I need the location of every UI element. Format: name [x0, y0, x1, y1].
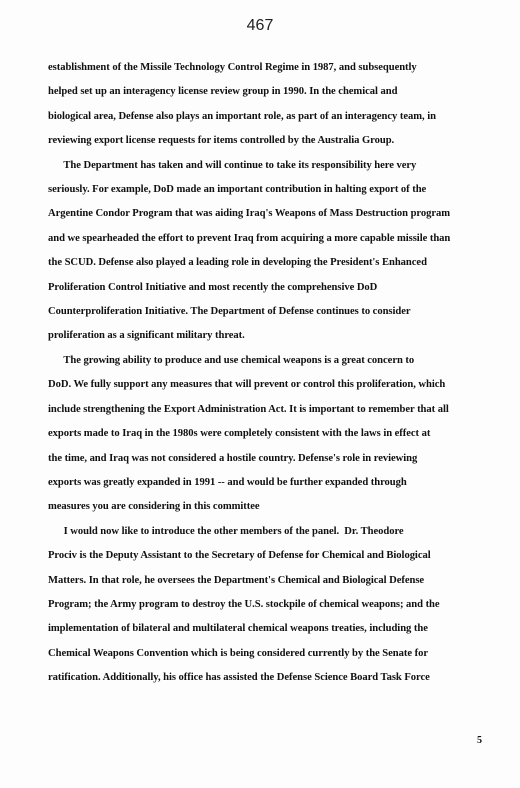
body-text: [48, 56, 468, 691]
text-line: helped set up an interagency license review group in 1990. In the chemical and: [48, 86, 398, 98]
text-line: the time, and Iraq was not considered a hostile country. Defense's role in reviewing: [48, 452, 418, 464]
text-line: exports made to Iraq in the 1980s were completely consistent with the laws in effect at: [48, 428, 431, 440]
text-line: proliferation as a significant military threat.: [48, 330, 245, 342]
text-line: The Department has taken and will continue to take its responsibility here very: [48, 159, 417, 171]
text-line: and we spearheaded the effort to prevent Iraq from acquiring a more capable missile than: [48, 232, 451, 244]
text-line: I would now like to introduce the other members of the panel. Dr. Theodore: [48, 525, 404, 537]
text-line: exports was greatly expanded in 1991 -- and would be further expanded through: [48, 476, 407, 488]
text-line: Matters. In that role, he oversees the Department's Chemical and Biological Defense: [48, 574, 425, 586]
text-line: the SCUD. Defense also played a leading role in developing the President's Enhanced: [48, 257, 427, 269]
text-line: Proliferation Control Initiative and most recently the comprehensive DoD: [48, 281, 378, 293]
text-line: Prociv is the Deputy Assistant to the Secretary of Defense for Chemical and Biological: [48, 550, 431, 562]
header-page-number: 467: [246, 17, 274, 34]
text-line: include strengthening the Export Administration Act. It is important to remember that all: [48, 403, 449, 415]
text-line: establishment of the Missile Technology Control Regime in 1987, and subsequently: [48, 62, 417, 73]
text-line: measures you are considering in this committee: [48, 501, 260, 513]
text-line: implementation of bilateral and multilateral chemical weapons treaties, including the: [48, 623, 428, 635]
text-line: Argentine Condor Program that was aiding Iraq's Weapons of Mass Destruction program: [48, 208, 451, 220]
text-line: reviewing export license requests for items controlled by the Australia Group.: [48, 135, 395, 147]
text-line: Program; the Army program to destroy the U.S. stockpile of chemical weapons; and the: [48, 598, 440, 610]
text-line: Counterproliferation Initiative. The Department of Defense continues to consider: [48, 306, 411, 318]
text-line: biological area, Defense also plays an important role, as part of an interagency team, in: [48, 110, 436, 122]
text-line: DoD. We fully support any measures that will prevent or control this proliferation, which: [48, 379, 446, 391]
text-line: ratification. Additionally, his office has assisted the Defense Science Board Task Force: [48, 672, 430, 684]
text-line: Chemical Weapons Convention which is being considered currently by the Senate for: [48, 647, 428, 659]
footer-page-number: 5: [477, 735, 482, 746]
text-line: seriously. For example, DoD made an important contribution in halting export of the: [48, 184, 427, 196]
text-line: The growing ability to produce and use chemical weapons is a great concern to: [48, 354, 415, 366]
